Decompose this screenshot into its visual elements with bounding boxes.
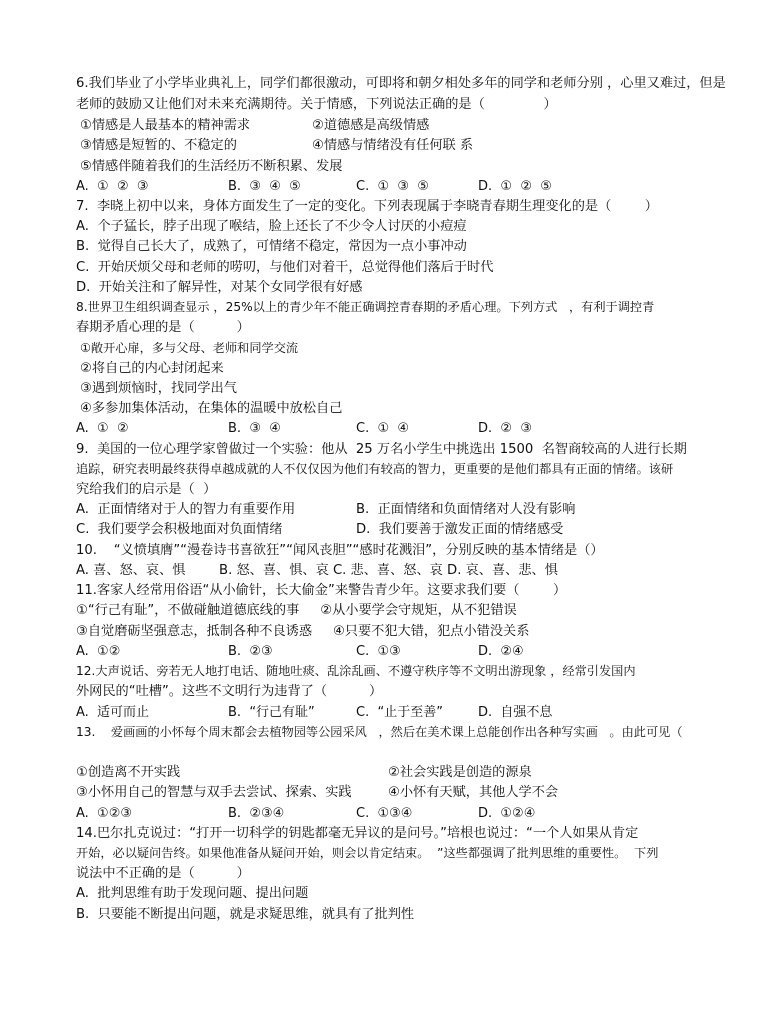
q6-statements-row1 — [76, 116, 716, 135]
q13-option-d[interactable]: D. ①②④ — [478, 806, 536, 821]
q6-option-a[interactable]: A. ① ② ③ — [76, 179, 149, 194]
q13-option-b[interactable]: B. ②③④ — [228, 806, 285, 821]
q7-option-c[interactable]: C. 开始厌烦父母和老师的唠叨，与他们对着干，总觉得他们落后于时代 — [76, 260, 494, 275]
q13-options — [76, 804, 716, 823]
q7-stem: 7. 李晓上初中以来，身体方面发生了一定的变化。下列表现属于李晓青春期生理变化的是（ ） — [76, 199, 658, 214]
q9-stem-line2: 追踪，研究表明最终获得卓越成就的人不仅仅因为他们有较高的智力，更重要的是他们都具有正面的情绪。该研 — [76, 462, 674, 476]
q14-option-b[interactable]: B. 只要能不断提出问题，就是求疑思维，就具有了批判性 — [76, 907, 415, 922]
q11-stem: 11.客家人经常用俗语“从小偷针，长大偷金”来警告青少年。这要求我们要（ ） — [76, 583, 567, 598]
q13-stem: 13. 爱画画的小怀每个周末都会去植物园等公园采风 ，然后在美术课上总能创作出各种写实画 。由此可见（ — [76, 725, 683, 739]
q13-statement-3: ③小怀用自己的智慧与双手去尝试、探索、实践 — [76, 785, 352, 800]
q14-stem-line2: 开始，必以疑问告终。如果他准备从疑问开始，则会以肯定结束。 ”这些都强调了批判思维的重要性。 下列 — [76, 846, 659, 860]
q11-option-c[interactable]: C. ①③ — [356, 644, 401, 659]
q6-statement-2: ②道德感是高级情感 — [312, 118, 430, 133]
q13-option-c[interactable]: C. ①③④ — [356, 806, 413, 821]
q12-stem-line2: 外网民的“吐槽”。这些不文明行为违背了（ ） — [76, 684, 383, 699]
q13-statements-row1 — [76, 763, 716, 782]
q9-option-b[interactable]: B. 正面情绪和负面情绪对人没有影响 — [356, 502, 576, 517]
q12-option-d[interactable]: D. 自强不息 — [478, 705, 553, 720]
q6-options — [76, 177, 716, 196]
q6-option-b[interactable]: B. ③ ④ ⑤ — [228, 179, 301, 194]
q13-statement-2: ②社会实践是创造的源泉 — [388, 765, 532, 780]
q6-statement-4: ④情感与情绪没有任何联 系 — [312, 138, 474, 153]
q6-stem-line1: 6.我们毕业了小学毕业典礼上，同学们都很激动，可即将和朝夕相处多年的同学和老师分别 ，心里又难过，但是 — [76, 76, 726, 91]
q8-option-b[interactable]: B. ③ ④ — [228, 421, 281, 436]
q6-statement-3: ③情感是短暂的、不稳定的 — [80, 138, 237, 153]
q8-statement-1: ①敞开心扉，多与父母、老师和同学交流 — [80, 341, 299, 355]
q8-statement-3: ③遇到烦恼时，找同学出气 — [80, 381, 237, 396]
q13-statement-1: ①创造离不开实践 — [76, 765, 181, 780]
q14-stem-line3: 说法中不正确的是（ ） — [76, 866, 250, 881]
q9-options-row1 — [76, 500, 716, 519]
q12-stem-line1: 12.大声说话、旁若无人地打电话、随地吐痰、乱涂乱画、不遵守秩序等不文明出游现象 ，经常引发国内 — [76, 664, 636, 678]
q6-statement-1: ①情感是人最基本的精神需求 — [80, 118, 251, 133]
q12-options — [76, 703, 716, 722]
q8-statement-2: ②将自己的内心封闭起来 — [80, 361, 224, 376]
q8-statement-4: ④多参加集体活动，在集体的温暖中放松自己 — [80, 401, 343, 416]
q7-option-b[interactable]: B. 觉得自己长大了，成熟了，可情绪不稳定，常因为一点小事冲动 — [76, 239, 467, 254]
q11-statements-row1: ①“行己有耻”，不做碰触道德底线的事 ②从小要学会守规矩，从不犯错误 — [76, 603, 517, 618]
q11-option-b[interactable]: B. ②③ — [228, 644, 273, 659]
q14-option-a[interactable]: A. 批判思维有助于发现问题、提出问题 — [76, 886, 309, 901]
q12-option-b[interactable]: B. “行己有耻” — [228, 705, 315, 720]
q11-statements-row2: ③自觉磨砺坚强意志，抵制各种不良诱惑 ④只要不犯大错，犯点小错没关系 — [76, 624, 530, 639]
q8-option-a[interactable]: A. ① ② — [76, 421, 129, 436]
q11-option-a[interactable]: A. ①② — [76, 644, 121, 659]
q10-stem: 10. “义愤填膺”“漫卷诗书喜欲狂”“闻风丧胆”“感时花溅泪”，分别反映的基本情绪是（） — [76, 543, 604, 558]
q7-option-a[interactable]: A. 个子猛长，脖子出现了喉结，脸上还长了不少令人讨厌的小痘痘 — [76, 219, 467, 234]
q9-stem-line3: 究给我们的启示是（ ） — [76, 482, 217, 497]
q8-option-d[interactable]: D. ② ③ — [478, 421, 532, 436]
q8-stem-line1: 8.世界卫生组织调查显示 ，25%以上的青少年不能正确调控青春期的矛盾心理。下列方式 ，有利于调控青 — [76, 300, 655, 314]
q9-option-d[interactable]: D. 我们要善于激发正面的情绪感受 — [356, 522, 564, 537]
q6-option-c[interactable]: C. ① ③ ⑤ — [356, 179, 429, 194]
q8-option-c[interactable]: C. ① ④ — [356, 421, 410, 436]
q6-option-d[interactable]: D. ① ② ⑤ — [478, 179, 552, 194]
q11-option-d[interactable]: D. ②④ — [478, 644, 524, 659]
q8-options — [76, 419, 716, 438]
q13-option-a[interactable]: A. ①②③ — [76, 806, 133, 821]
q9-option-c[interactable]: C. 我们要学会积极地面对负面情绪 — [76, 522, 283, 537]
q12-option-c[interactable]: C. “止于至善” — [356, 705, 443, 720]
q13-statement-4: ④小怀有天赋，其他人学不会 — [388, 785, 559, 800]
q6-stem-line2: 老师的鼓励又让他们对未来充满期待。关于情感，下列说法正确的是（ ） — [76, 97, 557, 112]
q9-stem-line1: 9. 美国的一位心理学家曾做过一个实验：他从 25 万名小学生中挑选出 1500 名智商较高的人进行长期 — [76, 442, 687, 457]
q9-options-row2 — [76, 520, 716, 539]
q13-statements-row2 — [76, 783, 716, 802]
q6-statement-5: ⑤情感伴随着我们的生活经历不断积累、发展 — [80, 159, 343, 174]
q6-statements-row2 — [76, 136, 716, 155]
q7-option-d[interactable]: D. 开始关注和了解异性，对某个女同学很有好感 — [76, 280, 363, 295]
q9-option-a[interactable]: A. 正面情绪对于人的智力有重要作用 — [76, 502, 296, 517]
q12-option-a[interactable]: A. 适可而止 — [76, 705, 150, 720]
q8-stem-line2: 春期矛盾心理的是（ ） — [76, 320, 250, 335]
q10-options[interactable]: A. 喜、怒、哀、惧 B. 怒、喜、惧、哀 C. 悲、喜、怒、哀 D. 哀、喜、悲、惧 — [76, 563, 558, 578]
q14-stem-line1: 14.巴尔扎克说过：“打开一切科学的钥匙都毫无异议的是问号。”培根也说过：“一个人如果从肯定 — [76, 826, 639, 841]
q11-options — [76, 642, 716, 661]
